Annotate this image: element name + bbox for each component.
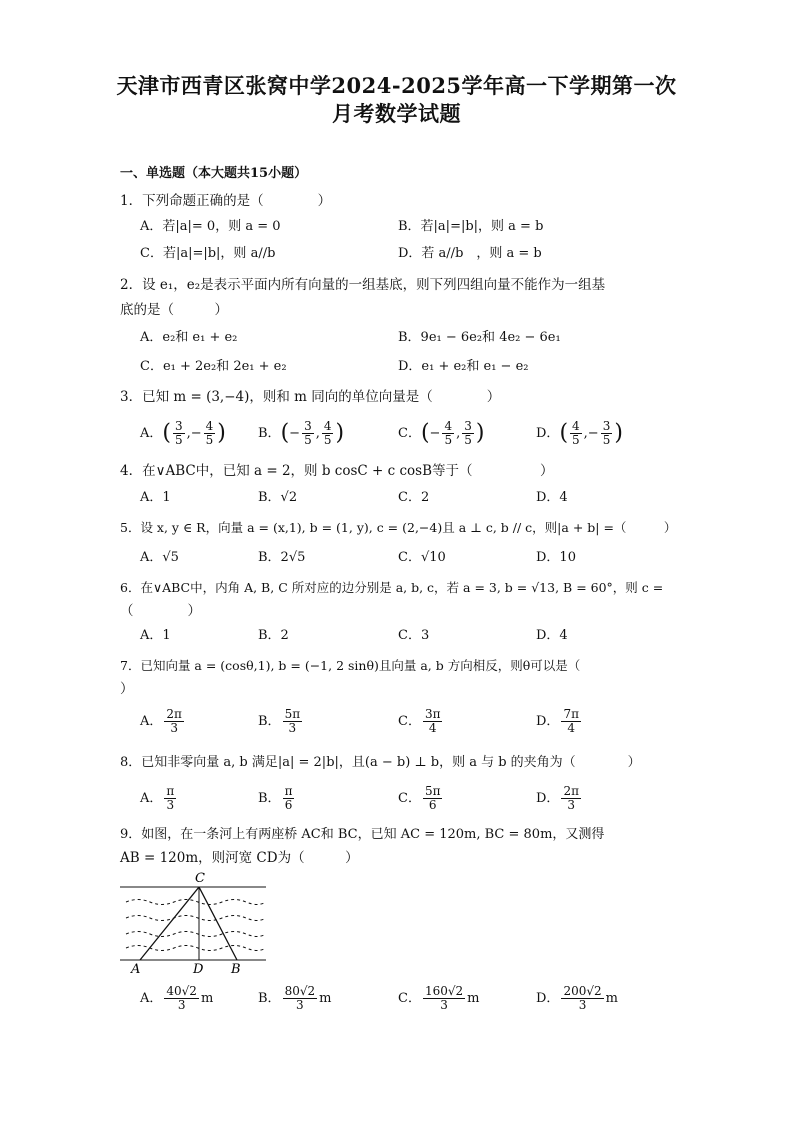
q1-option-a[interactable]: A．若|a|= 0，则 a = 0: [140, 219, 281, 234]
frac-first-numerator: 4: [444, 419, 453, 433]
frac-first-denominator: 5: [444, 433, 453, 447]
q7-option-d[interactable]: [536, 708, 583, 735]
option-fraction-denominator: 3: [567, 798, 576, 812]
frac-first-numerator: 3: [174, 419, 183, 433]
question-6-stem: 6．在∨ABC中，内角 A, B, C 所对应的边分别是 a, b, c，若 a = 3, b = √13, B = 60°，则 c =: [120, 580, 664, 595]
frac-first: [442, 420, 454, 447]
option-fraction-denominator: 4: [567, 721, 576, 735]
q6-option-c[interactable]: C．3: [398, 628, 430, 643]
separator: ,: [456, 426, 461, 441]
frac-second-numerator: 3: [464, 419, 472, 433]
question-6-stem-cont: （ ）: [120, 603, 201, 619]
q6-option-b[interactable]: B．2: [258, 628, 289, 643]
option-label: D．: [536, 426, 560, 441]
point-c-label: C: [195, 871, 205, 886]
option-fraction-numerator: π: [284, 784, 293, 798]
q5-option-c[interactable]: C．√10: [398, 550, 446, 565]
paren-right: ): [217, 420, 226, 446]
q5-option-b[interactable]: B．2√5: [258, 550, 306, 565]
question-4-stem: 4．在∨ABC中，已知 a = 2，则 b cosC + c cosB等于（ ）: [120, 463, 554, 479]
option-fraction-denominator: 6: [284, 798, 293, 812]
frac-second: [462, 420, 474, 447]
option-fraction-denominator: 3: [177, 998, 186, 1012]
option-fraction: [561, 785, 581, 812]
option-label: C．: [398, 426, 421, 441]
option-fraction: [164, 708, 184, 735]
question-2-stem-cont: 底的是（ ）: [120, 302, 228, 318]
option-unit: m: [467, 991, 480, 1006]
option-label: B．: [258, 791, 281, 806]
frac-second-denominator: 5: [205, 433, 214, 447]
paren-right: ): [614, 420, 623, 446]
paren-left: (: [280, 420, 290, 446]
option-label: D．: [536, 714, 560, 729]
q9-option-a[interactable]: [140, 985, 213, 1012]
wave-4: [126, 946, 266, 951]
q3-option-b[interactable]: [258, 420, 344, 447]
q6-option-d[interactable]: D．4: [536, 628, 568, 643]
option-fraction-numerator: 80√2: [284, 984, 316, 998]
q8-option-c[interactable]: [398, 785, 444, 812]
question-3-stem: 3．已知 m = (3,−4)，则和 m 同向的单位向量是（ ）: [120, 389, 501, 405]
option-fraction-denominator: 3: [296, 998, 304, 1012]
frac-second-denominator: 5: [602, 433, 611, 447]
point-b-label: B: [231, 962, 241, 977]
q1-option-d[interactable]: D．若 a//b ，则 a = b: [398, 246, 542, 261]
q3-option-d[interactable]: [536, 420, 623, 447]
option-unit: m: [319, 991, 332, 1006]
page-title-line1: 天津市西青区张窝中学2024-2025学年高一下学期第一次: [116, 73, 677, 98]
option-fraction: [423, 708, 443, 735]
option-fraction: [423, 985, 465, 1012]
q7-option-b[interactable]: [258, 708, 304, 735]
paren-left: (: [420, 420, 430, 446]
frac-second-numerator: 3: [602, 419, 611, 433]
q5-option-a[interactable]: A．√5: [140, 550, 179, 565]
wave-3: [126, 932, 266, 937]
option-fraction: [283, 785, 295, 812]
option-fraction-denominator: 4: [428, 721, 437, 735]
q2-option-a[interactable]: A．e₂和 e₁ + e₂: [140, 330, 238, 345]
option-fraction-numerator: 200√2: [563, 984, 602, 998]
frac-second-numerator: 4: [323, 419, 332, 433]
paren-right: ): [335, 420, 345, 446]
option-label: C．: [398, 991, 421, 1006]
option-fraction-denominator: 3: [170, 721, 178, 735]
wave-1: [126, 900, 266, 905]
river-bridge-figure: [118, 868, 270, 978]
frac-second-numerator: 4: [205, 419, 214, 433]
option-fraction-numerator: π: [166, 784, 175, 798]
point-d-label: D: [193, 962, 204, 977]
option-fraction: [423, 785, 443, 812]
bridge-bc: [199, 887, 237, 960]
option-fraction-numerator: 2π: [166, 707, 182, 721]
point-a-label: A: [131, 962, 141, 977]
option-fraction-denominator: 3: [440, 998, 448, 1012]
option-unit: m: [605, 991, 618, 1006]
q4-option-c[interactable]: C．2: [398, 490, 430, 505]
separator: ,−: [583, 426, 599, 441]
frac-first: [173, 420, 185, 447]
frac-first-denominator: 5: [174, 433, 183, 447]
separator: ,−: [186, 426, 202, 441]
option-fraction-numerator: 2π: [563, 784, 579, 798]
option-fraction: [164, 785, 176, 812]
q7-option-a[interactable]: [140, 708, 186, 735]
frac-first-numerator: 3: [304, 419, 312, 433]
frac-second-denominator: 5: [323, 433, 332, 447]
option-fraction: [561, 708, 581, 735]
option-fraction-denominator: 3: [166, 798, 175, 812]
option-label: C．: [398, 791, 421, 806]
frac-second: [204, 420, 216, 447]
q1-option-c[interactable]: C．若|a|=|b|，则 a//b: [140, 246, 276, 261]
option-fraction-numerator: 40√2: [166, 984, 197, 998]
q6-option-a[interactable]: A．1: [140, 628, 171, 643]
question-9-stem: 9．如图，在一条河上有两座桥 AC和 BC，已知 AC = 120m, BC = 80m，又测得: [120, 827, 605, 842]
q9-option-d[interactable]: [536, 985, 618, 1012]
option-label: B．: [258, 991, 281, 1006]
option-fraction: [561, 985, 603, 1012]
option-label: D．: [536, 991, 560, 1006]
q2-option-c[interactable]: C．e₁ + 2e₂和 2e₁ + e₂: [140, 359, 287, 374]
option-label: D．: [536, 791, 560, 806]
q2-option-d[interactable]: D．e₁ + e₂和 e₁ − e₂: [398, 359, 529, 374]
frac-first: [570, 420, 582, 447]
sign: −: [289, 426, 301, 441]
question-8-stem: 8．已知非零向量 a, b 满足|a| = 2|b|，且(a − b) ⊥ b，则 a 与 b 的夹角为（ ）: [120, 755, 641, 770]
q4-option-a[interactable]: A．1: [140, 490, 171, 505]
option-label: B．: [258, 426, 281, 441]
q8-option-a[interactable]: [140, 785, 178, 812]
paren-left: (: [559, 420, 569, 446]
question-1-stem: 1．下列命题正确的是（ ）: [120, 193, 332, 209]
q5-option-d[interactable]: D．10: [536, 550, 576, 565]
option-fraction-numerator: 5π: [424, 784, 441, 798]
option-fraction: [164, 985, 199, 1012]
option-fraction: [283, 985, 318, 1012]
option-fraction-numerator: 7π: [563, 707, 579, 721]
question-5-stem: 5．设 x, y ∈ R，向量 a = (x,1), b = (1, y), c = (2,−4)且 a ⊥ c, b // c，则|a + b| =（ ）: [120, 520, 677, 535]
question-2-stem: 2．设 e₁，e₂是表示平面内所有向量的一组基底，则下列四组向量不能作为一组基: [120, 277, 606, 293]
option-unit: m: [200, 991, 214, 1006]
question-7-stem-cont: ）: [120, 681, 134, 697]
option-label: A．: [140, 714, 163, 729]
option-label: A．: [140, 426, 163, 441]
option-fraction: [283, 708, 303, 735]
option-label: C．: [398, 714, 421, 729]
option-label: B．: [258, 714, 281, 729]
q9-option-b[interactable]: [258, 985, 331, 1012]
q1-option-b[interactable]: B．若|a|=|b|，则 a = b: [398, 219, 544, 234]
frac-second: [322, 420, 334, 447]
option-fraction-denominator: 3: [288, 721, 297, 735]
option-fraction-numerator: 3π: [424, 707, 441, 721]
frac-first-denominator: 5: [572, 433, 580, 447]
option-label: A．: [140, 991, 163, 1006]
q9-option-c[interactable]: [398, 985, 479, 1012]
question-7-stem: 7．已知向量 a = (cosθ,1), b = (−1, 2 sinθ)且向量 a, b 方向相反，则θ可以是（: [120, 658, 581, 673]
paren-left: (: [162, 420, 171, 446]
paren-right: ): [475, 420, 485, 446]
page-title-line2: 月考数学试题: [332, 101, 461, 126]
q2-option-b[interactable]: B．9e₁ − 6e₂和 4e₂ − 6e₁: [398, 330, 561, 345]
option-fraction-denominator: 6: [428, 798, 437, 812]
option-fraction-denominator: 3: [578, 998, 587, 1012]
sign: −: [429, 426, 441, 441]
q7-option-c[interactable]: [398, 708, 444, 735]
frac-second-denominator: 5: [464, 433, 472, 447]
q3-option-a[interactable]: [140, 420, 226, 447]
option-fraction-numerator: 160√2: [424, 984, 464, 998]
frac-first: [302, 420, 314, 447]
question-9-stem-cont: AB = 120m，则河宽 CD为（ ）: [120, 850, 359, 866]
option-fraction-numerator: 5π: [284, 707, 301, 721]
q8-option-b[interactable]: [258, 785, 296, 812]
wave-2: [126, 916, 266, 921]
separator: ,: [315, 426, 320, 441]
option-label: A．: [140, 791, 163, 806]
section-heading: 一、单选题（本大题共15小题）: [120, 166, 308, 181]
q8-option-d[interactable]: [536, 785, 583, 812]
q3-option-c[interactable]: [398, 420, 484, 447]
frac-second: [601, 420, 613, 447]
q4-option-d[interactable]: D．4: [536, 490, 568, 505]
frac-first-denominator: 5: [304, 433, 312, 447]
frac-first-numerator: 4: [572, 419, 580, 433]
q4-option-b[interactable]: B．√2: [258, 490, 298, 505]
